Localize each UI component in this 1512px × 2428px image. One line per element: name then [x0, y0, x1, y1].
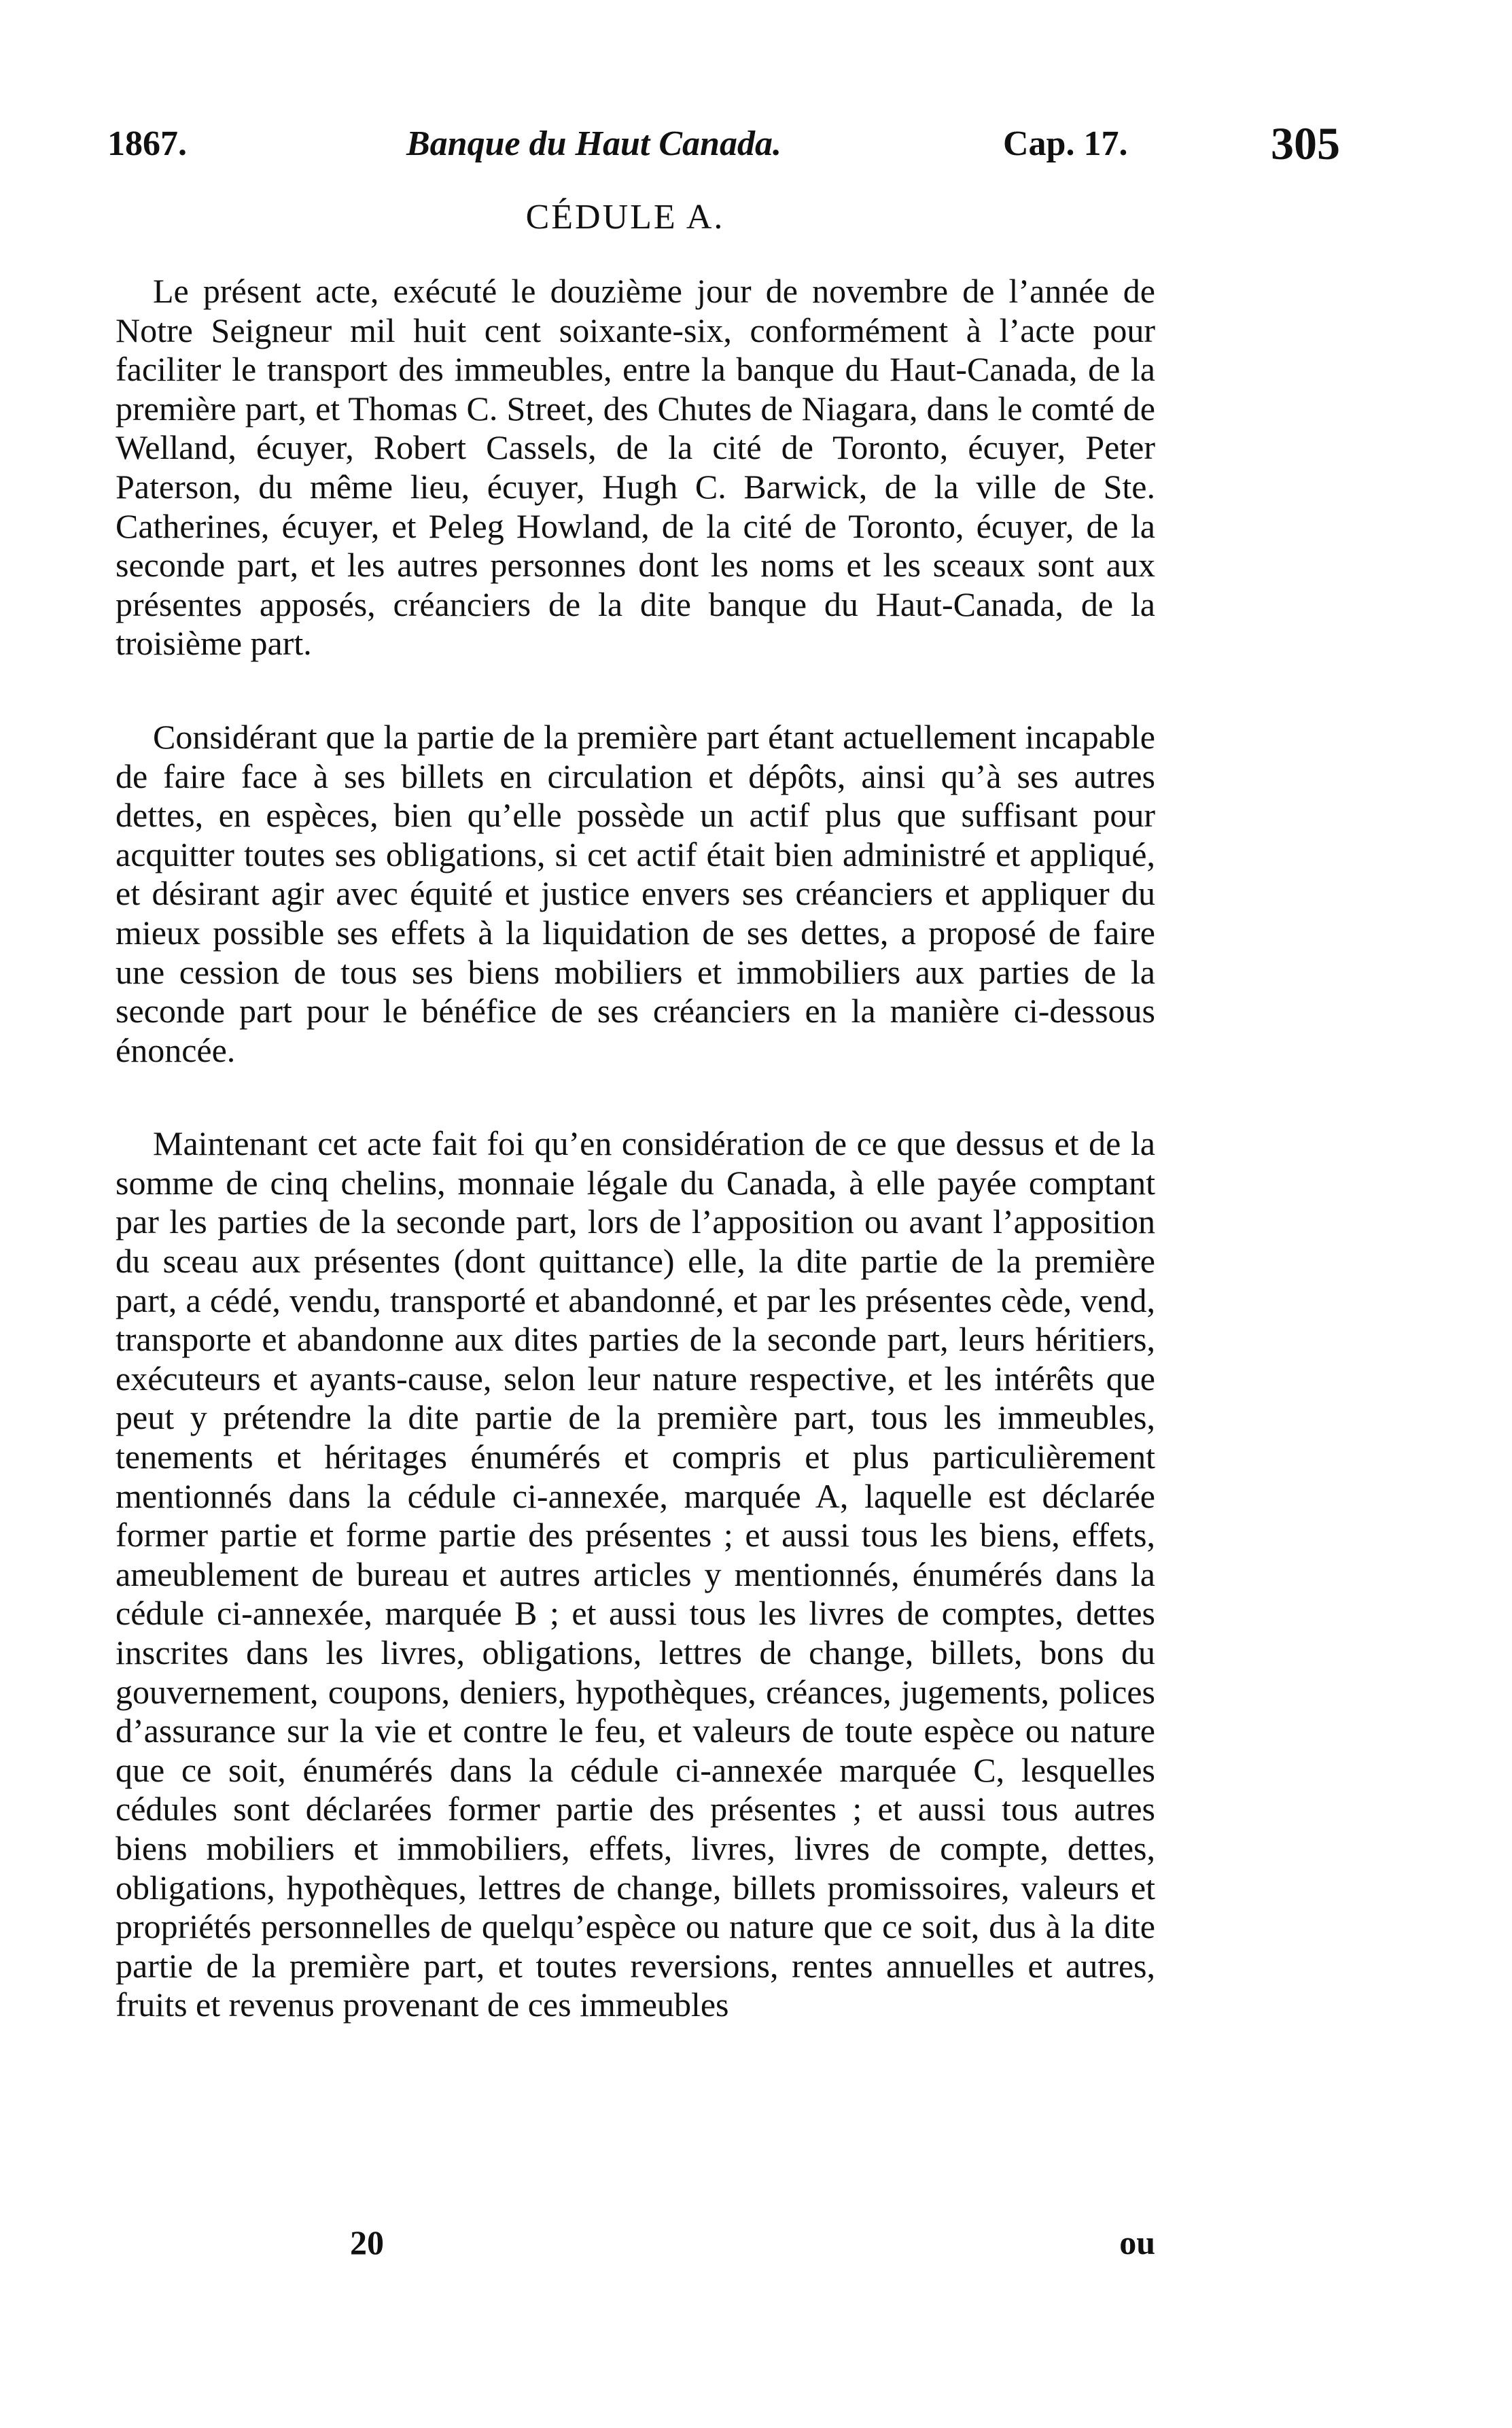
paragraph-preamble: Le présent acte, exécuté le douzième jour de novembre de l’année de Notre Seigneur mil huit cent soixante-six, conformément à l’acte pour faciliter le transport des immeubles, entre la banque du Haut-Canada, de la première part, et Thomas C. Street, des Chutes de Niagara, dans le comté de Welland, écuyer, Robert Cassels, de la cité de Toronto, écuyer, Peter Paterson, du même lieu, écuyer, Hugh C. Barwick, de la ville de Ste. Catherines, écuyer, et Peleg Howland, de la cité de Toronto, écuyer, de la seconde part, et les autres personnes dont les noms et les sceaux sont aux présentes apposés, créanciers de la dite banque du Haut-Canada, de la troisième part.	[116, 272, 1155, 663]
header-year: 1867.	[107, 124, 187, 163]
running-header	[107, 117, 1358, 178]
catchword: ou	[1119, 2223, 1155, 2261]
signature-mark: 20	[350, 2223, 384, 2261]
header-title: Banque du Haut Canada.	[406, 124, 781, 163]
paragraph-considering: Considérant que la partie de la première part étant actuellement incapable de faire face à ses billets en circulation et dépôts, ainsi qu’à ses autres dettes, en espèces, bien qu’elle possède un actif plus que suffisant pour acquitter toutes ses obligations, si cet actif était bien administré et appliqué, et désirant agir avec équité et justice envers ses créanciers et appliquer du mieux possible ses effets à la liquidation de ses dettes, a proposé de faire une cession de tous ses biens mobiliers et immobiliers aux parties de la seconde part pour le bénéfice de ses créanciers en la manière ci-dessous énoncée.	[116, 717, 1155, 1069]
page-footer	[116, 2223, 1155, 2270]
schedule-heading: CÉDULE A.	[525, 198, 725, 237]
header-chapter: Cap. 17.	[1003, 124, 1128, 163]
body-text	[116, 272, 1155, 2025]
page-number: 305	[1271, 118, 1340, 169]
paragraph-conveyance: Maintenant cet acte fait foi qu’en considération de ce que dessus et de la somme de cinq chelins, monnaie légale du Canada, à elle payée comptant par les parties de la seconde part, lors de l’apposition ou avant l’apposition du sceau aux présentes (dont quittance) elle, la dite partie de la première part, a cédé, vendu, transporté et abandonné, et par les présentes cède, vend, transporte et abandonne aux dites parties de la seconde part, leurs héritiers, exécuteurs et ayants-cause, selon leur nature respective, et les intérêts que peut y prétendre la dite partie de la première part, tous les immeubles, tenements et héritages énumérés et compris et plus particulièrement mentionnés dans la cédule ci-annexée, marquée A, laquelle est déclarée former partie et forme partie des présentes ; et aussi tous les biens, effets, ameublement de bureau et autres articles y mentionnés, énumérés dans la cédule ci-annexée, marquée B ; et aussi tous les livres de comptes, dettes inscrites dans les livres, obligations, lettres de change, billets, bons du gouvernement, coupons, deniers, hypothèques, créances, jugements, polices d’assurance sur la vie et contre le feu, et valeurs de toute espèce ou nature que ce soit, énumérés dans la cédule ci-annexée marquée C, lesquelles cédules sont déclarées former partie des présentes ; et aussi tous autres biens mobiliers et immobiliers, effets, livres, livres de compte, dettes, obligations, hypothèques, lettres de change, billets promissoires, valeurs et propriétés personnelles de quelqu’espèce ou nature que ce soit, dus à la dite partie de la première part, et toutes reversions, rentes annuelles et autres, fruits et revenus provenant de ces immeubles	[116, 1124, 1155, 2024]
